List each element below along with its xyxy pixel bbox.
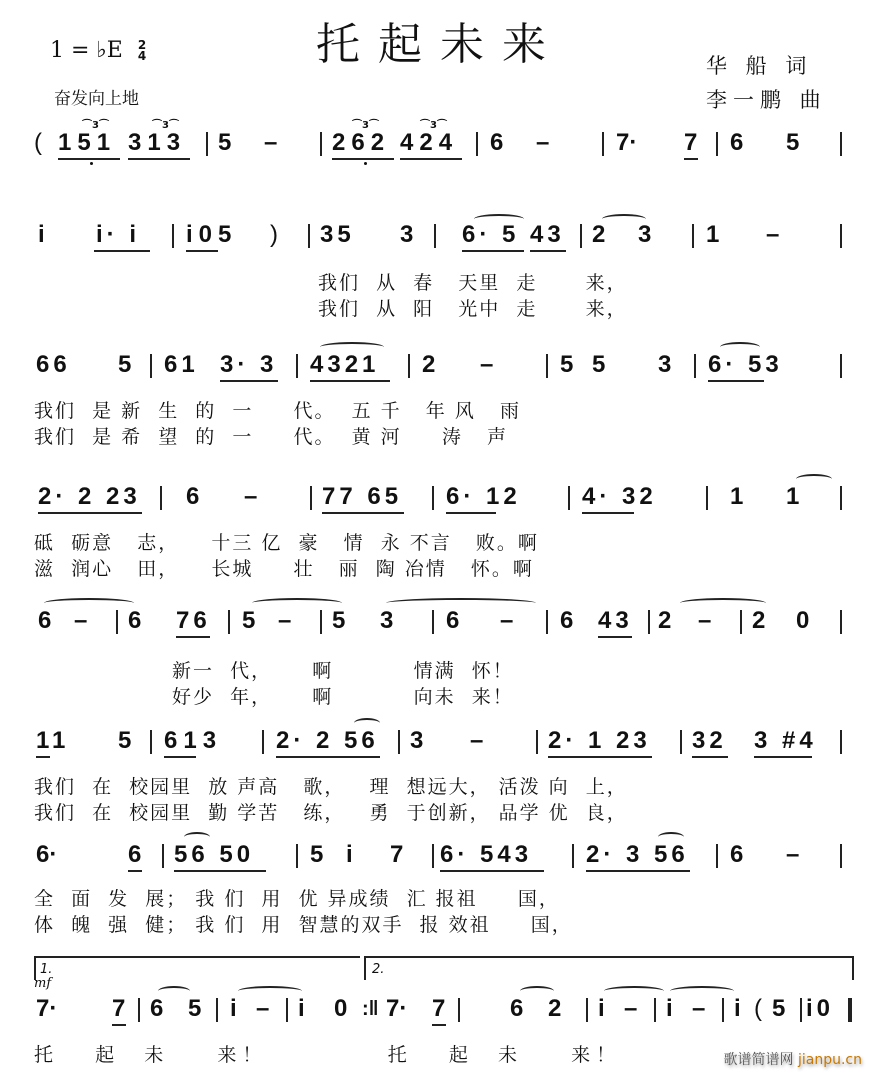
staff-row-6: 11 5 613 2· 2 56 3 – 2· 1 23 32 3 #4	[30, 726, 860, 770]
tempo-marking: 奋发向上地	[54, 89, 139, 109]
lyrics-row-7-verse-2: 体 魄 强 健； 我 们 用 智慧的双手 报 效祖 国，	[34, 914, 573, 936]
staff-row-2: i i· i i05 ) 35 3 6· 5 43 2 3 1 –	[30, 220, 860, 264]
lyrics-row-7-verse-1: 全 面 发 展； 我 们 用 优 异成绩 汇 报祖 国，	[34, 888, 560, 910]
staff-row-7: 6· 6 56 50 5 i 7 6· 543 2· 3 56 6 –	[30, 840, 860, 884]
volta-1: 1.	[34, 956, 360, 980]
key-signature	[50, 38, 146, 63]
staff-row-8: 7· 7 6 5 i – i 0 :‖ 7· 7 6 2 i – i – i ( 5 i0	[30, 994, 860, 1038]
key-label: 1 = ♭E	[50, 38, 123, 63]
lyrics-row-6-verse-1: 我们 在 校园里 放 声高 歌， 理 想远大， 活泼 向 上，	[34, 776, 628, 798]
staff-row-1: ( ⌒3⌒ ⌒3⌒ 151 313 5 – 262 424 ⌒3⌒ ⌒3⌒ 6 – 7· 7 6 5	[30, 128, 860, 172]
lyrics-row-5-verse-1: 新一 代， 啊 情满 怀！	[172, 660, 514, 682]
lyrics-row-5-verse-2: 好少 年， 啊 向未 来！	[172, 686, 514, 708]
volta-2: 2.	[364, 956, 854, 980]
lyricist-credit: 华 船 词	[706, 54, 813, 78]
staff-row-4: 2· 2 23 6 – 77 65 6· 12 4· 32 1 1	[30, 482, 860, 526]
staff-row-3: 66 5 61 3· 3 4321 2 – 5 5 3 6· 53	[30, 350, 860, 394]
lyrics-row-8: 托 起 未 来！ 托 起 未 来！	[34, 1044, 622, 1066]
composer-credit: 李一鹏 曲	[706, 88, 827, 112]
lyrics-row-3-verse-1: 我们 是 新 生 的 一 代。 五 千 年 风 雨	[34, 400, 521, 422]
time-signature: 2 4	[137, 38, 147, 63]
lyrics-row-4-verse-2: 滋 润心 田， 长城 壮 丽 陶 冶情 怀。啊	[34, 558, 534, 580]
lyrics-row-2-verse-1: 我们 从 春 天里 走 来，	[318, 272, 628, 294]
song-title: 托起未来	[316, 19, 564, 70]
watermark: 歌谱简谱网 jianpu.cn	[723, 1052, 862, 1068]
lyrics-row-3-verse-2: 我们 是 希 望 的 一 代。 黄 河 涛 声	[34, 426, 508, 448]
staff-row-5: 6 – 6 76 5 – 5 3 6 – 6 43 2 – 2 0	[30, 606, 860, 650]
lyrics-row-4-verse-1: 砥 砺意 志， 十三 亿 豪 情 永 不言 败。啊	[34, 532, 539, 554]
dynamic-mark: mf	[34, 976, 52, 991]
lyrics-row-2-verse-2: 我们 从 阳 光中 走 来，	[318, 298, 628, 320]
lyrics-row-6-verse-2: 我们 在 校园里 勤 学苦 练， 勇 于创新， 品学 优 良，	[34, 802, 628, 824]
